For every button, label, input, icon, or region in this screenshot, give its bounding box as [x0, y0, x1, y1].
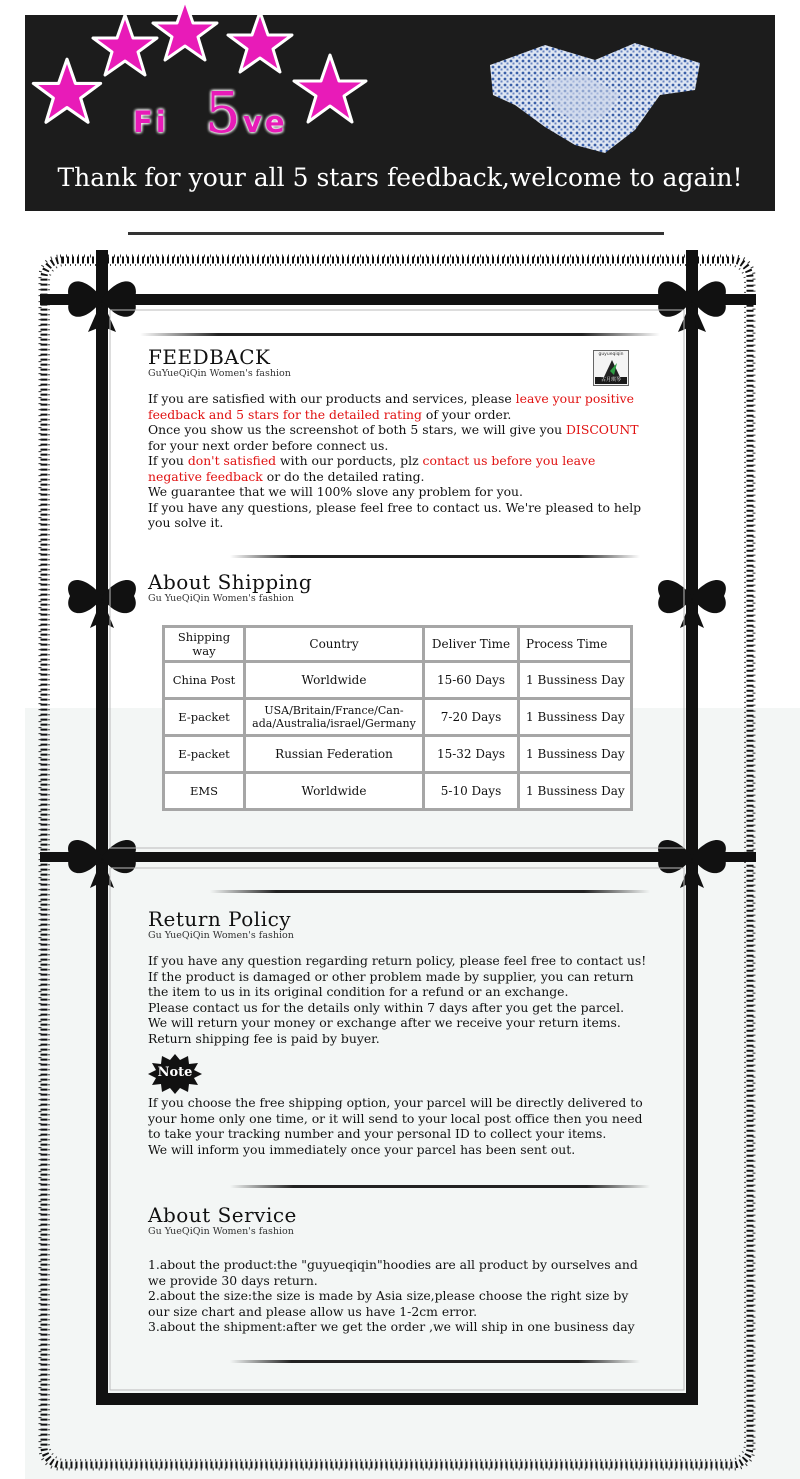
service-title: About Service	[148, 1203, 297, 1227]
column-header: Shipping way	[165, 628, 243, 660]
column-header: Deliver Time	[425, 628, 517, 660]
star-icon	[294, 55, 366, 122]
service-paragraph: 2.about the size:the size is made by Asia size,please choose the right size by our size chart and please allow us have 1-2cm error.	[148, 1288, 629, 1319]
brand-badge-caption: 古月琪琴	[595, 377, 627, 384]
table-row	[165, 700, 630, 734]
return-paragraph: If the product is damaged or other problem made by supplier, you can return the item to us in its original condition for a refund or an exchange.	[148, 968, 634, 999]
note-body	[148, 1095, 653, 1157]
table-cell: 1 Bussiness Day	[520, 700, 630, 734]
table-cell: E-packet	[165, 737, 243, 771]
note-label: Note	[157, 1065, 193, 1080]
table-header-row	[165, 628, 630, 660]
feedback-body	[148, 391, 653, 531]
table-cell: USA/Britain/France/Can-ada/Australia/israel/Germany	[246, 700, 422, 734]
logo-fi: Fi	[133, 105, 169, 139]
table-cell: 1 Bussiness Day	[520, 774, 630, 808]
feedback-top-rule	[140, 333, 660, 336]
table-cell: 15-32 Days	[425, 737, 517, 771]
brand-badge	[593, 350, 629, 386]
table-row	[165, 737, 630, 771]
return-paragraph: Please contact us for the details only within 7 days after you get the parcel.	[148, 999, 625, 1015]
table-cell: 1 Bussiness Day	[520, 663, 630, 697]
shipping-subtitle: Gu YueQiQin Women's fashion	[148, 593, 294, 604]
note-paragraph: We will inform you immediately once your parcel has been sent out.	[148, 1141, 576, 1157]
column-header: Process Time	[520, 628, 630, 660]
service-section	[148, 1203, 653, 1335]
handshake-icon	[485, 35, 705, 160]
note-paragraph: If you choose the free shipping option, your parcel will be directly delivered to your home only one time, or it will send to your local post office then you need to take your tracking number and your personal ID to collect your items.	[148, 1095, 643, 1141]
shipping-table	[162, 625, 633, 811]
table-cell: Worldwide	[246, 774, 422, 808]
return-top-rule	[210, 890, 650, 893]
brand-badge-text: guyueqiqin	[598, 352, 624, 357]
banner	[25, 15, 775, 211]
table-cell: Russian Federation	[246, 737, 422, 771]
feedback-paragraph: If you are satisfied with our products and services, please leave your positive feedback and 5 stars for the detailed rating of your order.	[148, 391, 634, 422]
feedback-section	[148, 345, 653, 531]
return-paragraph: We will return your money or exchange after we receive your return items.	[148, 1015, 621, 1030]
service-paragraph: 3.about the shipment:after we get the order ,we will ship in one business day	[148, 1319, 635, 1334]
service-subtitle: Gu YueQiQin Women's fashion	[148, 1226, 294, 1237]
shipping-title: About Shipping	[148, 570, 313, 594]
table-cell: Worldwide	[246, 663, 422, 697]
column-header: Country	[246, 628, 422, 660]
table-cell: E-packet	[165, 700, 243, 734]
return-policy-body	[148, 953, 653, 1046]
banner-tagline: Thank for your all 5 stars feedback,welcome to again!	[57, 163, 743, 192]
service-paragraph: 1.about the product:the "guyueqiqin"hoodies are all product by ourselves and we provide 30 days return.	[148, 1257, 638, 1288]
feedback-title: FEEDBACK	[148, 345, 271, 369]
return-paragraph: Return shipping fee is paid by buyer.	[148, 1030, 380, 1046]
table-cell: China Post	[165, 663, 243, 697]
star-icon	[153, 0, 217, 60]
feedback-paragraph: If you don't satisfied with our porducts, plz contact us before you leave negative feedback or do the detailed rating.	[148, 453, 596, 484]
table-row	[165, 663, 630, 697]
service-top-rule	[230, 1185, 650, 1188]
logo-ve: ve	[243, 105, 288, 139]
brand-logo	[133, 81, 303, 157]
note-badge	[148, 1054, 202, 1094]
table-cell: 5-10 Days	[425, 774, 517, 808]
logo-five: 5	[205, 81, 241, 146]
table-cell: EMS	[165, 774, 243, 808]
table-cell: 7-20 Days	[425, 700, 517, 734]
star-icon	[228, 12, 292, 72]
star-icon	[33, 59, 100, 122]
table-row	[165, 774, 630, 808]
service-body	[148, 1257, 653, 1335]
table-cell: 1 Bussiness Day	[520, 737, 630, 771]
return-policy-section	[148, 907, 653, 1046]
feedback-paragraph: If you have any questions, please feel free to contact us. We're pleased to help you solve it.	[148, 499, 642, 530]
return-paragraph: If you have any question regarding return policy, please feel free to contact us!	[148, 953, 647, 968]
return-policy-subtitle: Gu YueQiQin Women's fashion	[148, 930, 294, 941]
feedback-bottom-rule	[230, 555, 640, 558]
feedback-paragraph: Once you show us the screenshot of both 5 stars, we will give you DISCOUNT for your next order before connect us.	[148, 422, 639, 453]
service-bottom-rule	[230, 1360, 640, 1363]
banner-divider	[128, 232, 664, 235]
star-icon	[93, 15, 157, 75]
return-policy-title: Return Policy	[148, 907, 292, 931]
feedback-subtitle: GuYueQiQin Women's fashion	[148, 368, 291, 379]
shipping-section	[148, 570, 653, 604]
table-cell: 15-60 Days	[425, 663, 517, 697]
feedback-paragraph: We guarantee that we will 100% slove any problem for you.	[148, 484, 523, 499]
